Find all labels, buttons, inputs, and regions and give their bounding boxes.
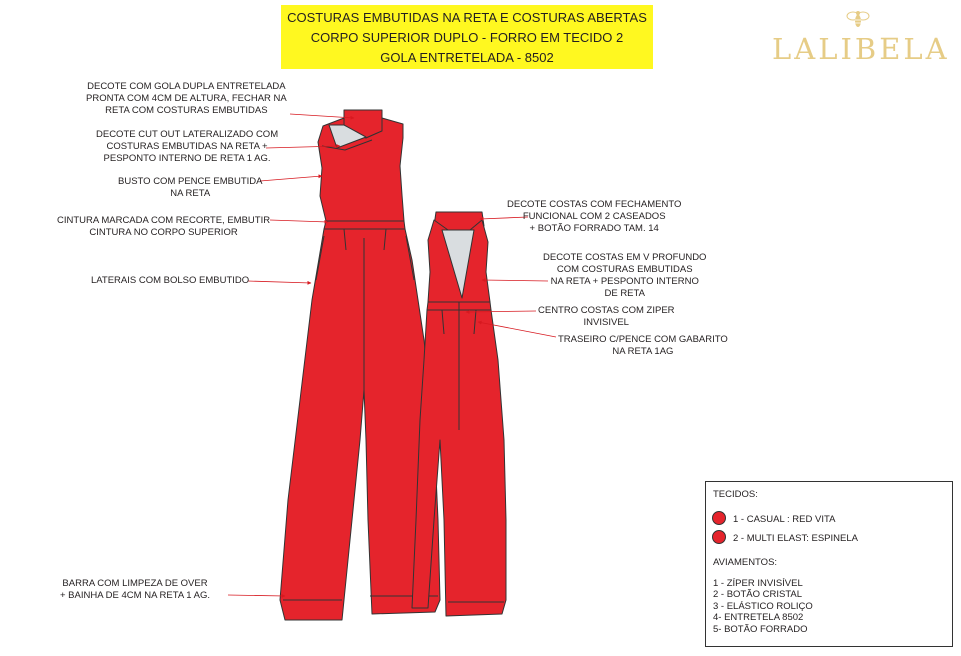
fabric-swatch-2 bbox=[712, 530, 726, 544]
trim-item: 4- ENTRETELA 8502 bbox=[713, 612, 804, 623]
annotation-line: INVISIVEL bbox=[583, 317, 629, 328]
title-line-2: CORPO SUPERIOR DUPLO - FORRO EM TECIDO 2 bbox=[310, 30, 624, 45]
annotation-front-bust-dart bbox=[118, 176, 262, 200]
annotation-line: + BAINHA DE 4CM NA RETA 1 AG. bbox=[60, 590, 211, 601]
trim-item: 2 - BOTÃO CRISTAL bbox=[713, 589, 803, 600]
front-waistband bbox=[324, 221, 405, 229]
annotation-line: NA RETA + PESPONTO INTERNO bbox=[550, 276, 699, 287]
fabrics-title: TECIDOS: bbox=[713, 489, 758, 500]
annotation-line: CINTURA MARCADA COM RECORTE, EMBUTIR bbox=[57, 215, 271, 226]
annotation-front-neckline bbox=[86, 81, 287, 117]
annotation-line: TRASEIRO C/PENCE COM GABARITO bbox=[558, 334, 728, 345]
back-jumpsuit bbox=[412, 212, 506, 616]
trim-item: 3 - ELÁSTICO ROLIÇO bbox=[713, 601, 813, 612]
annotation-line: BARRA COM LIMPEZA DE OVER bbox=[62, 578, 208, 589]
annotation-line: DE RETA bbox=[604, 288, 645, 299]
fabric-label-1: 1 - CASUAL : RED VITA bbox=[733, 514, 836, 525]
annotation-back-closure bbox=[507, 199, 681, 235]
trim-item: 1 - ZÍPER INVISÍVEL bbox=[713, 578, 803, 589]
annotation-line: COM COSTURAS EMBUTIDAS bbox=[556, 264, 693, 275]
annotation-line: CINTURA NO CORPO SUPERIOR bbox=[89, 227, 238, 238]
annotation-line: PESPONTO INTERNO DE RETA 1 AG. bbox=[103, 153, 271, 164]
title-line-3: GOLA ENTRETELADA - 8502 bbox=[380, 50, 554, 65]
annotation-line: DECOTE COSTAS COM FECHAMENTO bbox=[507, 199, 682, 210]
trims-title: AVIAMENTOS: bbox=[713, 557, 778, 568]
annotation-back-v-neck bbox=[543, 252, 706, 300]
annotation-line: NA RETA 1AG bbox=[612, 346, 674, 357]
annotation-line: DECOTE CUT OUT LATERALIZADO COM bbox=[96, 129, 279, 140]
annotation-back-dart bbox=[558, 334, 728, 358]
title-line-1: COSTURAS EMBUTIDAS NA RETA E COSTURAS ABERTAS bbox=[287, 10, 647, 25]
annotation-line: FUNCIONAL COM 2 CASEADOS bbox=[522, 211, 666, 222]
annotation-front-cutout bbox=[96, 129, 278, 165]
annotation-line: LATERAIS COM BOLSO EMBUTIDO bbox=[91, 275, 250, 286]
annotation-line: CENTRO COSTAS COM ZIPER bbox=[538, 305, 675, 316]
annotation-line: + BOTÃO FORRADO TAM. 14 bbox=[529, 223, 659, 234]
annotation-line: RETA COM COSTURAS EMBUTIDAS bbox=[105, 105, 268, 116]
annotation-front-waist bbox=[57, 215, 270, 239]
annotation-line: PRONTA COM 4CM DE ALTURA, FECHAR NA bbox=[86, 93, 287, 104]
annotation-front-hem bbox=[60, 578, 210, 602]
annotation-line: DECOTE COM GOLA DUPLA ENTRETELADA bbox=[87, 81, 286, 92]
fabric-label-2: 2 - MULTI ELAST: ESPINELA bbox=[733, 533, 858, 544]
fabric-swatch-1 bbox=[712, 511, 726, 525]
annotation-back-zipper bbox=[538, 305, 675, 329]
brand-name: LALIBELA bbox=[772, 32, 950, 66]
materials-legend bbox=[705, 481, 953, 647]
trim-item: 5- BOTÃO FORRADO bbox=[713, 624, 808, 635]
annotation-line: NA RETA bbox=[170, 188, 211, 199]
annotation-front-pockets bbox=[91, 275, 249, 287]
annotation-line: DECOTE COSTAS EM V PROFUNDO bbox=[543, 252, 707, 263]
annotation-line: COSTURAS EMBUTIDAS NA RETA + bbox=[106, 141, 268, 152]
annotation-line: BUSTO COM PENCE EMBUTIDA bbox=[118, 176, 263, 187]
